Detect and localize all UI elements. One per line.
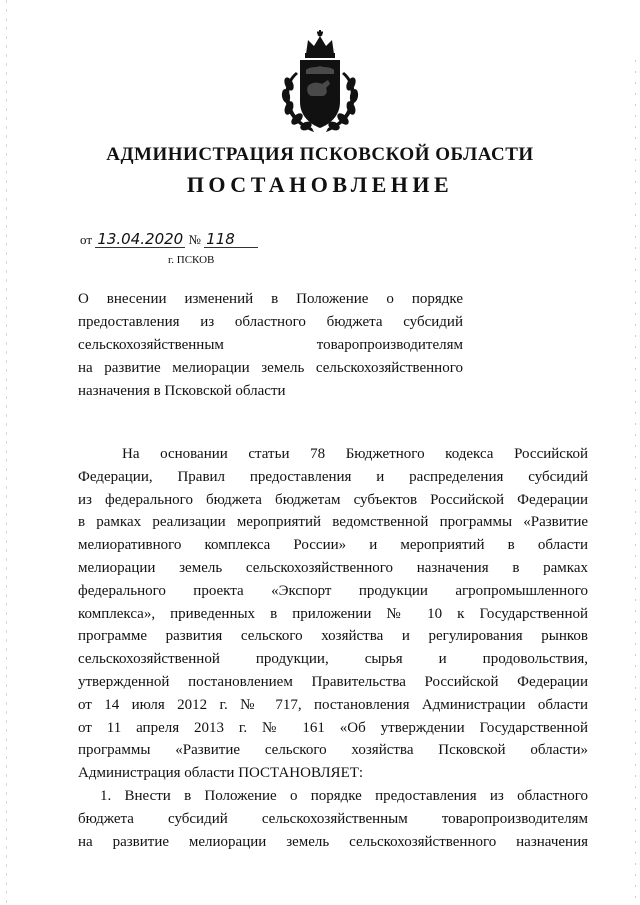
body-line: утвержденной постановлением Правительства Российской Федерации	[78, 673, 588, 690]
body-line: программе развития сельского хозяйства и регулирования рынков	[78, 628, 588, 645]
scan-edge-left	[6, 0, 7, 905]
document-number: 118	[204, 232, 258, 248]
body-line: федерального проекта «Экспорт продукции агропромышленного	[78, 582, 588, 599]
registration-line	[80, 232, 258, 248]
document-body	[78, 443, 588, 853]
number-prefix: №	[188, 232, 201, 247]
document-type-title: ПОСТАНОВЛЕНИЕ	[186, 172, 454, 197]
body-line: Администрация области ПОСТАНОВЛЯЕТ:	[78, 765, 364, 782]
pskov-region-coat-of-arms-icon	[268, 28, 372, 136]
body-line: программы «Развитие сельского хозяйства Псковской области»	[78, 742, 588, 759]
body-line: сельскохозяйственной продукции, сырья и продовольствия,	[78, 651, 588, 668]
document-date: 13.04.2020	[95, 232, 185, 248]
subject-line: сельскохозяйственным товаропроизводителям	[78, 337, 463, 353]
body-line: из федерального бюджета бюджетам субъектов Российской Федерации	[78, 491, 588, 508]
subject-line: на развитие мелиорации земель сельскохозяйственного	[78, 360, 463, 376]
body-line: от 14 июля 2012 г. № 717, постановления Администрации области	[78, 696, 588, 713]
body-line: комплекса», приведенных в приложении № 10 к Государственной	[78, 605, 588, 622]
subject-line: О внесении изменений в Положение о порядке	[78, 291, 463, 307]
subject-line: назначения в Псковской области	[78, 383, 286, 399]
body-line: Федерации, Правил предоставления и распределения субсидий	[78, 468, 588, 485]
body-line: 1. Внести в Положение о порядке предоставления из областного	[100, 787, 588, 804]
date-prefix: от	[80, 232, 93, 247]
body-line: мелиоративного комплекса России» и мероприятий в области	[78, 537, 588, 554]
document-subject	[78, 288, 463, 403]
subject-line: предоставления из областного бюджета субсидий	[78, 314, 463, 330]
body-line: в рамках реализации мероприятий ведомственной программы «Развитие	[78, 514, 588, 531]
body-line: на развитие мелиорации земель сельскохозяйственного назначения	[78, 833, 588, 850]
body-line: от 11 апреля 2013 г. № 161 «Об утверждении Государственной	[78, 719, 588, 736]
body-line: мелиорации земель сельскохозяйственного назначения в рамках	[78, 559, 588, 576]
city-label: г. ПСКОВ	[168, 254, 215, 266]
body-line: бюджета субсидий сельскохозяйственным товаропроизводителям	[78, 810, 588, 827]
body-line: На основании статьи 78 Бюджетного кодекса Российской	[122, 446, 588, 462]
organization-title: АДМИНИСТРАЦИЯ ПСКОВСКОЙ ОБЛАСТИ	[106, 144, 534, 165]
